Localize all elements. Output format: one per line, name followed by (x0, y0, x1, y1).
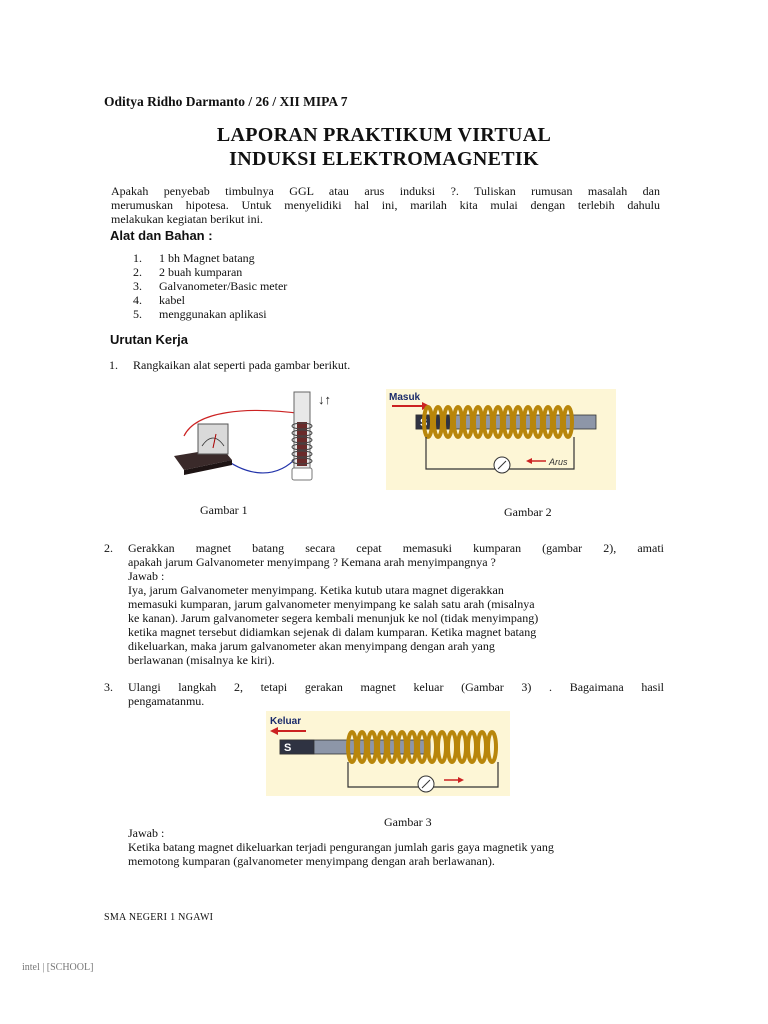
figure-1-image (166, 386, 336, 492)
author-line: Oditya Ridho Darmanto / 26 / XII MIPA 7 (104, 94, 348, 109)
list-item (133, 293, 287, 307)
step-2 (104, 541, 664, 667)
list-number: 3. (133, 279, 142, 293)
list-text: kabel (159, 293, 185, 307)
step-number: 3. (104, 680, 113, 694)
answer-label: Jawab : (128, 826, 165, 840)
step-number: 1. (109, 358, 118, 372)
figure-3-caption: Gambar 3 (384, 815, 432, 829)
figure-2-pole: S (420, 417, 428, 429)
intro-line: merumuskan hipotesa. Untuk menyelidiki hal ini, marilah kita mulai dengan terlebih dahulu (111, 198, 660, 212)
figure-3-label-out: Keluar (270, 716, 302, 727)
answer-label: Jawab : (128, 569, 165, 583)
footnote: intel | [SCHOOL] (22, 962, 94, 973)
list-text: Galvanometer/Basic meter (159, 279, 288, 293)
answer-line: memasuki kumparan, jarum galvanometer menyimpang ke salah satu arah (misalnya (128, 597, 535, 611)
step-text: apakah jarum Galvanometer menyimpang ? Kemana arah menyimpangnya ? (128, 555, 496, 569)
step-number: 2. (104, 541, 113, 555)
list-text: 1 bh Magnet batang (159, 251, 255, 265)
step-text: pengamatanmu. (128, 694, 205, 708)
intro-line: melakukan kegiatan berikut ini. (111, 212, 263, 226)
figure-1-caption: Gambar 1 (200, 503, 248, 517)
answer-line: Ketika batang magnet dikeluarkan terjadi pengurangan jumlah garis gaya magnetik yang (128, 840, 554, 854)
title-line-1: LAPORAN PRAKTIKUM VIRTUAL (216, 124, 552, 146)
figure-3-pole: S (284, 742, 292, 754)
step-text: Gerakkan magnet batang secara cepat memasuki kumparan (gambar 2), amati (128, 541, 664, 555)
list-item (133, 265, 287, 279)
figure-3-image (266, 711, 510, 796)
answer-line: dikeluarkan, maka jarum galvanometer akan menyimpang dengan arah yang (128, 639, 495, 653)
list-number: 4. (133, 293, 142, 307)
footer-school: SMA NEGERI 1 NGAWI (104, 912, 214, 923)
figure-1-arrows: ↓↑ (318, 392, 331, 407)
figure-2-label-in: Masuk (389, 392, 421, 403)
list-number: 5. (133, 307, 142, 321)
figure-2-image (386, 389, 616, 490)
step-text: Rangkaikan alat seperti pada gambar berikut. (133, 358, 351, 372)
step-1 (109, 358, 669, 372)
list-text: 2 buah kumparan (159, 265, 243, 279)
answer-line: berlawanan (misalnya ke kiri). (128, 653, 275, 667)
answer-3 (128, 826, 554, 868)
list-item (133, 279, 287, 293)
list-text: menggunakan aplikasi (159, 307, 267, 321)
urutan-heading: Urutan Kerja (110, 332, 189, 347)
answer-line: ketika magnet tersebut didiamkan sejenak di dalam kumparan. Ketika magnet batang (128, 625, 537, 639)
list-number: 2. (133, 265, 142, 279)
alat-list (133, 251, 287, 321)
answer-line: memotong kumparan (galvanometer menyimpang dengan arah berlawanan). (128, 854, 495, 868)
alat-heading: Alat dan Bahan : (110, 228, 213, 243)
title-line-2: INDUKSI ELEKTROMAGNETIK (229, 148, 539, 170)
answer-line: Iya, jarum Galvanometer menyimpang. Ketika kutub utara magnet digerakkan (128, 583, 504, 597)
figure-2-caption: Gambar 2 (504, 505, 552, 519)
step-text: Ulangi langkah 2, tetapi gerakan magnet keluar (Gambar 3) . Bagaimana hasil (128, 680, 664, 694)
step-3 (104, 680, 664, 708)
list-item (133, 307, 287, 321)
figure-2-label-arus: Arus (549, 457, 568, 467)
answer-line: ke kanan). Jarum galvanometer segera kembali menunjuk ke nol (tidak menyimpang) (128, 611, 539, 625)
intro-line: Apakah penyebab timbulnya GGL atau arus induksi ?. Tuliskan rumusan masalah dan (111, 184, 660, 198)
intro-paragraph (111, 184, 660, 226)
list-item (133, 251, 287, 265)
list-number: 1. (133, 251, 142, 265)
